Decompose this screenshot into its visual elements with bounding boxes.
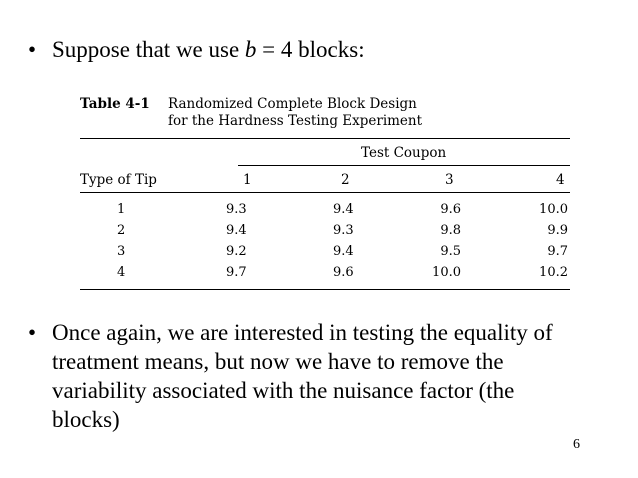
table-cell: 10.0 [539,202,568,217]
table-cell: 9.6 [440,202,461,217]
table-cell: 9.6 [333,265,354,280]
table-cell: 9.2 [226,244,247,259]
bullet-prefix: Suppose that we use [52,37,245,62]
table-cell: 9.5 [440,244,461,259]
table-cell: 9.3 [333,223,354,238]
table-cell: 10.2 [539,265,568,280]
row-header: Type of Tip [80,172,157,188]
table-cell: 9.3 [226,202,247,217]
table-label: Table 4-1 [80,96,150,112]
table-caption [80,96,570,136]
group-rule [238,165,570,166]
table-cell: 9.7 [226,265,247,280]
column-header-3: 3 [445,172,454,188]
variable-b: b [244,37,257,62]
table-title [168,96,422,130]
bullet-text: Once again, we are interested in testing the equality of treatment means, but now we have to remove the variability associated with the nuisance factor (the blocks) [52,320,553,432]
tip-label: 3 [117,244,126,259]
table-cell: 9.9 [547,223,568,238]
bullet-dot: • [28,37,37,62]
column-header-1: 1 [243,172,252,188]
tip-label: 4 [117,265,126,280]
table-cell: 9.7 [547,244,568,259]
table-cell: 10.0 [432,265,461,280]
table-cell: 9.4 [226,223,247,238]
top-rule [80,138,570,139]
column-header-4: 4 [556,172,565,188]
bullet-suffix: = 4 blocks: [256,37,365,62]
table-cell: 9.4 [333,202,354,217]
table-cell: 9.4 [333,244,354,259]
bottom-rule [80,289,570,290]
tip-label: 1 [117,202,126,217]
page-number: 6 [573,437,580,452]
bullet-nuisance [28,318,572,434]
column-header-2: 2 [341,172,350,188]
table-title-line2: for the Hardness Testing Experiment [168,113,423,129]
bullet-dot: • [28,320,37,345]
header-rule [80,192,570,193]
table-cell: 9.8 [440,223,461,238]
table-title-line1: Randomized Complete Block Design [168,96,417,112]
tip-label: 2 [117,223,126,238]
hardness-table [80,96,570,280]
bullet-blocks [28,35,365,64]
group-header: Test Coupon [361,145,447,161]
